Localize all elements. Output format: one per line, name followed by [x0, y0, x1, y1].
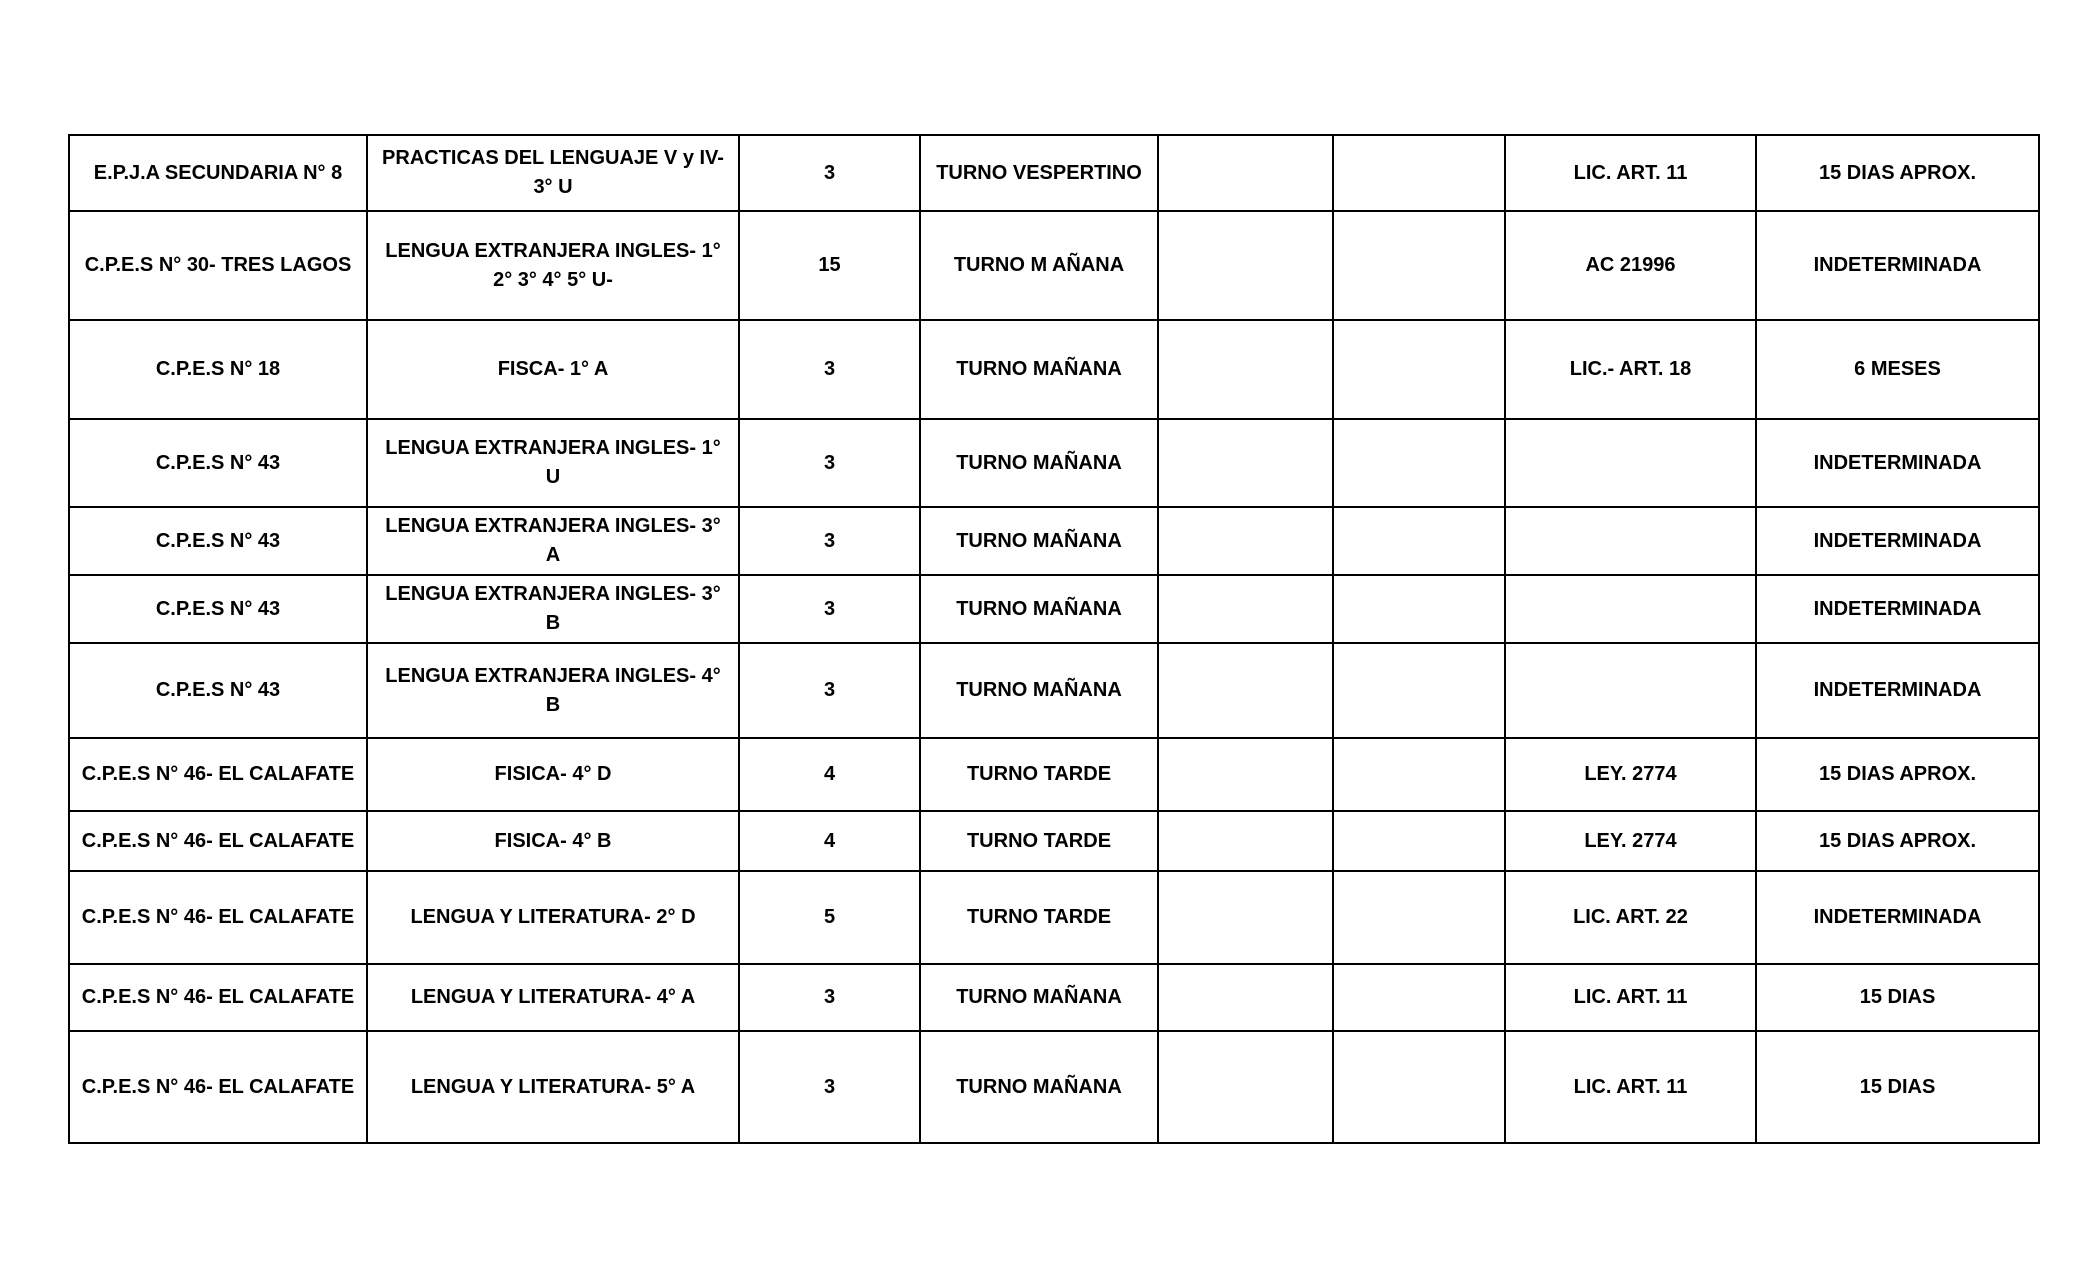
- school-cell: E.P.J.A SECUNDARIA N° 8: [69, 135, 367, 211]
- empty-cell: [1333, 135, 1505, 211]
- empty-cell: [1333, 211, 1505, 320]
- reason-cell: LIC. ART. 11: [1505, 135, 1756, 211]
- reason-cell: LIC.- ART. 18: [1505, 320, 1756, 419]
- empty-cell: [1333, 643, 1505, 738]
- shift-cell: TURNO M AÑANA: [920, 211, 1158, 320]
- duration-cell: 15 DIAS: [1756, 1031, 2039, 1143]
- reason-cell: LIC. ART. 22: [1505, 871, 1756, 964]
- subject-cell: LENGUA EXTRANJERA INGLES- 3° B: [367, 575, 739, 643]
- subject-cell: LENGUA EXTRANJERA INGLES- 1° U: [367, 419, 739, 507]
- empty-cell: [1333, 964, 1505, 1031]
- duration-cell: INDETERMINADA: [1756, 507, 2039, 575]
- table-row: [69, 643, 2039, 738]
- table-body: [69, 135, 2039, 1143]
- empty-cell: [1333, 575, 1505, 643]
- table-row: [69, 507, 2039, 575]
- empty-cell: [1158, 1031, 1333, 1143]
- hours-cell: 3: [739, 320, 920, 419]
- empty-cell: [1158, 738, 1333, 811]
- subject-cell: LENGUA Y LITERATURA- 2° D: [367, 871, 739, 964]
- reason-cell: [1505, 507, 1756, 575]
- reason-cell: AC 21996: [1505, 211, 1756, 320]
- hours-cell: 15: [739, 211, 920, 320]
- hours-cell: 3: [739, 419, 920, 507]
- shift-cell: TURNO TARDE: [920, 738, 1158, 811]
- hours-cell: 3: [739, 507, 920, 575]
- school-cell: C.P.E.S N° 46- EL CALAFATE: [69, 964, 367, 1031]
- duration-cell: 15 DIAS APROX.: [1756, 738, 2039, 811]
- school-cell: C.P.E.S N° 18: [69, 320, 367, 419]
- duration-cell: INDETERMINADA: [1756, 871, 2039, 964]
- empty-cell: [1158, 320, 1333, 419]
- hours-cell: 3: [739, 964, 920, 1031]
- duration-cell: 15 DIAS APROX.: [1756, 811, 2039, 871]
- shift-cell: TURNO MAÑANA: [920, 1031, 1158, 1143]
- empty-cell: [1158, 507, 1333, 575]
- reason-cell: [1505, 643, 1756, 738]
- reason-cell: LEY. 2774: [1505, 811, 1756, 871]
- school-cell: C.P.E.S N° 43: [69, 575, 367, 643]
- hours-cell: 3: [739, 1031, 920, 1143]
- table-row: [69, 738, 2039, 811]
- empty-cell: [1333, 871, 1505, 964]
- school-cell: C.P.E.S N° 43: [69, 419, 367, 507]
- hours-cell: 5: [739, 871, 920, 964]
- table-row: [69, 811, 2039, 871]
- table-row: [69, 575, 2039, 643]
- hours-cell: 3: [739, 643, 920, 738]
- shift-cell: TURNO VESPERTINO: [920, 135, 1158, 211]
- duration-cell: INDETERMINADA: [1756, 575, 2039, 643]
- shift-cell: TURNO MAÑANA: [920, 964, 1158, 1031]
- empty-cell: [1158, 811, 1333, 871]
- duration-cell: INDETERMINADA: [1756, 643, 2039, 738]
- table-row: [69, 419, 2039, 507]
- shift-cell: TURNO MAÑANA: [920, 320, 1158, 419]
- hours-cell: 4: [739, 811, 920, 871]
- empty-cell: [1333, 419, 1505, 507]
- duration-cell: INDETERMINADA: [1756, 211, 2039, 320]
- school-cell: C.P.E.S N° 46- EL CALAFATE: [69, 871, 367, 964]
- empty-cell: [1158, 575, 1333, 643]
- table-row: [69, 211, 2039, 320]
- table-row: [69, 1031, 2039, 1143]
- shift-cell: TURNO MAÑANA: [920, 507, 1158, 575]
- shift-cell: TURNO MAÑANA: [920, 643, 1158, 738]
- duration-cell: 15 DIAS APROX.: [1756, 135, 2039, 211]
- subject-cell: PRACTICAS DEL LENGUAJE V y IV- 3° U: [367, 135, 739, 211]
- shift-cell: TURNO MAÑANA: [920, 419, 1158, 507]
- table-row: [69, 964, 2039, 1031]
- hours-cell: 4: [739, 738, 920, 811]
- reason-cell: LIC. ART. 11: [1505, 964, 1756, 1031]
- subject-cell: LENGUA EXTRANJERA INGLES- 1° 2° 3° 4° 5° U-: [367, 211, 739, 320]
- school-cell: C.P.E.S N° 43: [69, 643, 367, 738]
- school-cell: C.P.E.S N° 46- EL CALAFATE: [69, 1031, 367, 1143]
- school-cell: C.P.E.S N° 30- TRES LAGOS: [69, 211, 367, 320]
- reason-cell: [1505, 419, 1756, 507]
- reason-cell: LEY. 2774: [1505, 738, 1756, 811]
- subject-cell: FISICA- 4° D: [367, 738, 739, 811]
- school-cell: C.P.E.S N° 46- EL CALAFATE: [69, 811, 367, 871]
- subject-cell: LENGUA Y LITERATURA- 4° A: [367, 964, 739, 1031]
- subject-cell: LENGUA EXTRANJERA INGLES- 4° B: [367, 643, 739, 738]
- table-row: [69, 135, 2039, 211]
- hours-cell: 3: [739, 575, 920, 643]
- empty-cell: [1158, 419, 1333, 507]
- school-cell: C.P.E.S N° 43: [69, 507, 367, 575]
- reason-cell: [1505, 575, 1756, 643]
- empty-cell: [1158, 871, 1333, 964]
- subject-cell: LENGUA EXTRANJERA INGLES- 3° A: [367, 507, 739, 575]
- shift-cell: TURNO TARDE: [920, 871, 1158, 964]
- school-cell: C.P.E.S N° 46- EL CALAFATE: [69, 738, 367, 811]
- empty-cell: [1333, 320, 1505, 419]
- vacancies-table: [68, 134, 2040, 1144]
- duration-cell: INDETERMINADA: [1756, 419, 2039, 507]
- table-row: [69, 320, 2039, 419]
- hours-cell: 3: [739, 135, 920, 211]
- empty-cell: [1333, 738, 1505, 811]
- empty-cell: [1333, 507, 1505, 575]
- shift-cell: TURNO MAÑANA: [920, 575, 1158, 643]
- duration-cell: 6 MESES: [1756, 320, 2039, 419]
- shift-cell: TURNO TARDE: [920, 811, 1158, 871]
- empty-cell: [1158, 964, 1333, 1031]
- duration-cell: 15 DIAS: [1756, 964, 2039, 1031]
- empty-cell: [1333, 811, 1505, 871]
- empty-cell: [1333, 1031, 1505, 1143]
- subject-cell: FISCA- 1° A: [367, 320, 739, 419]
- table-row: [69, 871, 2039, 964]
- empty-cell: [1158, 643, 1333, 738]
- empty-cell: [1158, 211, 1333, 320]
- subject-cell: LENGUA Y LITERATURA- 5° A: [367, 1031, 739, 1143]
- subject-cell: FISICA- 4° B: [367, 811, 739, 871]
- reason-cell: LIC. ART. 11: [1505, 1031, 1756, 1143]
- empty-cell: [1158, 135, 1333, 211]
